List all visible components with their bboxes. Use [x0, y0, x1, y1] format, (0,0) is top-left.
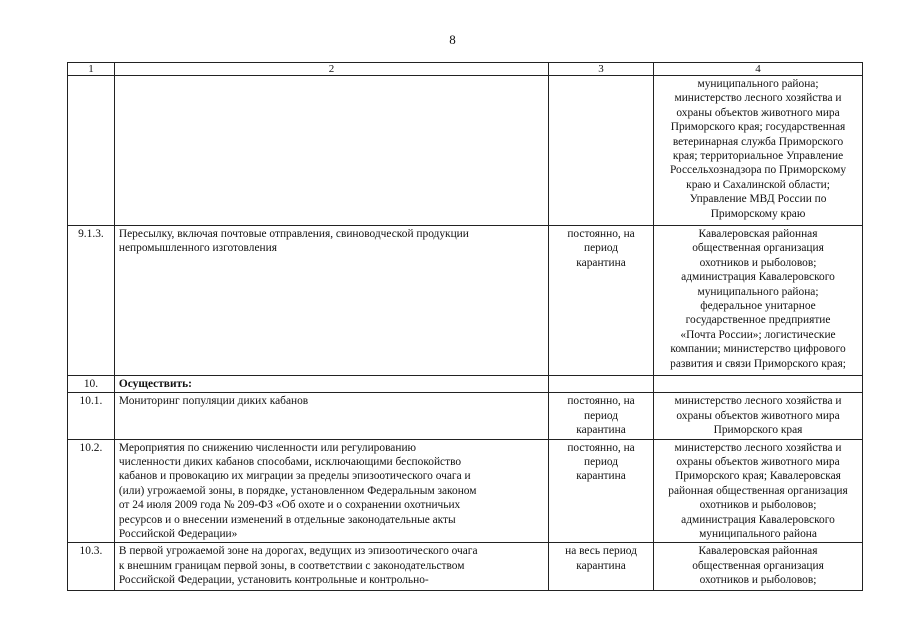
executors-cell-line: Управление МВД России по: [689, 193, 827, 206]
term-cell: [549, 393, 654, 439]
executors-cell-line: министерство лесного хозяйства и: [674, 441, 842, 454]
executors-cell-line: общественная организация: [692, 559, 824, 572]
measure-description-line: ресурсов и о внесении изменений в отдельные законодательные акты: [118, 513, 456, 526]
executors-cell-line: министерство лесного хозяйства и: [674, 92, 842, 105]
measure-description: [114, 226, 548, 376]
term-cell: [549, 376, 654, 393]
row-number: 10.1.: [68, 393, 115, 439]
executors-cell: [654, 376, 863, 393]
measure-description-line: Мониторинг популяции диких кабанов: [118, 395, 309, 408]
term-cell: [549, 439, 654, 543]
table-row: [68, 376, 863, 393]
executors-cell-line: Приморскому краю: [710, 207, 806, 220]
executors-cell-line: муниципального района: [699, 528, 817, 541]
header-cell-2: 2: [114, 63, 548, 76]
term-cell: [549, 543, 654, 591]
term-cell-line: карантина: [576, 559, 626, 572]
executors-cell-line: министерство лесного хозяйства и: [674, 395, 842, 408]
executors-cell-line: компании; министерство цифрового: [670, 343, 846, 356]
row-number: 10.2.: [68, 439, 115, 543]
term-cell: [549, 76, 654, 226]
measure-description: [114, 76, 548, 226]
executors-cell: [654, 439, 863, 543]
executors-cell-line: муниципального района;: [697, 285, 819, 298]
executors-cell: [654, 76, 863, 226]
measure-description: [114, 439, 548, 543]
table-row: [68, 393, 863, 439]
executors-cell-line: федеральное унитарное: [700, 300, 816, 313]
row-number: 9.1.3.: [68, 226, 115, 376]
header-cell-1: 1: [68, 63, 115, 76]
executors-cell-line: администрация Кавалеровского: [681, 513, 835, 526]
term-cell-line: карантина: [576, 256, 626, 269]
measure-description-line: к внешним границам первой зоны, в соответствии с законодательством: [118, 559, 465, 572]
executors-cell-line: администрация Кавалеровского: [681, 271, 835, 284]
executors-cell-line: развития и связи Приморского края;: [670, 357, 846, 370]
row-number: 10.3.: [68, 543, 115, 591]
executors-cell-line: охраны объектов животного мира: [676, 106, 840, 119]
executors-cell-line: охотников и рыболовов;: [699, 574, 817, 587]
term-cell-line: период: [583, 409, 619, 422]
measure-description-line: В первой угрожаемой зоне на дорогах, ведущих из эпизоотического очага: [118, 545, 478, 558]
measure-description-line: Пересылку, включая почтовые отправления, свиноводческой продукции: [118, 228, 469, 240]
executors-cell-line: «Почта России»; логистические: [680, 328, 836, 341]
term-cell-line: на весь период: [565, 545, 637, 558]
executors-cell-line: охотников и рыболовов;: [699, 499, 817, 512]
table-row: [68, 439, 863, 543]
executors-cell-line: края; территориальное Управление: [672, 150, 844, 163]
executors-cell-line: государственное предприятие: [685, 314, 831, 327]
executors-cell-line: Приморского края: [713, 424, 803, 437]
page-number: 8: [449, 32, 456, 47]
executors-cell-line: общественная организация: [692, 242, 824, 255]
executors-cell: [654, 226, 863, 376]
executors-cell: [654, 543, 863, 591]
measure-description-line: Осуществить:: [118, 378, 192, 390]
term-cell-line: постоянно, на: [567, 441, 635, 454]
measure-description-line: численности диких кабанов способами, исключающими беспокойство: [118, 456, 462, 469]
term-cell-line: карантина: [576, 424, 626, 437]
row-number: 10.: [68, 376, 115, 393]
header-cell-4: 4: [654, 63, 863, 76]
measure-description-line: Российской Федерации, установить контрольные и контрольно-: [118, 574, 429, 587]
measure-description-line: от 24 июля 2009 года № 209-ФЗ «Об охоте и о сохранении охотничьих: [118, 499, 461, 512]
measure-description-line: кабанов и провокацию их миграции за пределы эпизоотического очага и: [118, 470, 471, 483]
executors-cell-line: Кавалеровская районная: [698, 545, 818, 558]
table-row: [68, 543, 863, 591]
header-cell-3: 3: [549, 63, 654, 76]
term-cell-line: постоянно, на: [567, 228, 635, 240]
executors-cell-line: охотников и рыболовов;: [699, 256, 817, 269]
executors-cell-line: районная общественная организация: [668, 484, 848, 497]
table-row: [68, 76, 863, 226]
measure-description-line: Мероприятия по снижению численности или регулированию: [118, 441, 417, 454]
executors-cell-line: охраны объектов животного мира: [676, 456, 840, 469]
table-row: [68, 226, 863, 376]
executors-cell-line: ветеринарная служба Приморского: [672, 135, 844, 148]
measure-description: [114, 543, 548, 591]
header-row: [68, 63, 863, 76]
measures-table: [67, 62, 863, 591]
measure-description-line: непромышленного изготовления: [118, 242, 277, 255]
term-cell-line: период: [583, 456, 619, 469]
measure-description: [114, 376, 548, 393]
executors-cell-line: Приморского края; Кавалеровская: [675, 470, 841, 483]
row-number: [68, 76, 115, 226]
executors-cell-line: Россельхознадзора по Приморскому: [669, 164, 847, 177]
term-cell-line: постоянно, на: [567, 395, 635, 408]
executors-cell: [654, 393, 863, 439]
executors-cell-line: краю и Сахалинской области;: [686, 178, 830, 191]
measure-description: [114, 393, 548, 439]
measure-description-line: (или) угрожаемой зоны, в порядке, установленном Федеральным законом: [118, 484, 477, 497]
executors-cell-line: Кавалеровская районная: [698, 228, 818, 240]
term-cell-line: период: [583, 242, 619, 255]
executors-cell-line: охраны объектов животного мира: [676, 409, 840, 422]
executors-cell-line: Приморского края; государственная: [670, 121, 846, 134]
term-cell: [549, 226, 654, 376]
measure-description-line: Российской Федерации»: [118, 528, 238, 541]
executors-cell-line: муниципального района;: [697, 78, 819, 90]
term-cell-line: карантина: [576, 470, 626, 483]
